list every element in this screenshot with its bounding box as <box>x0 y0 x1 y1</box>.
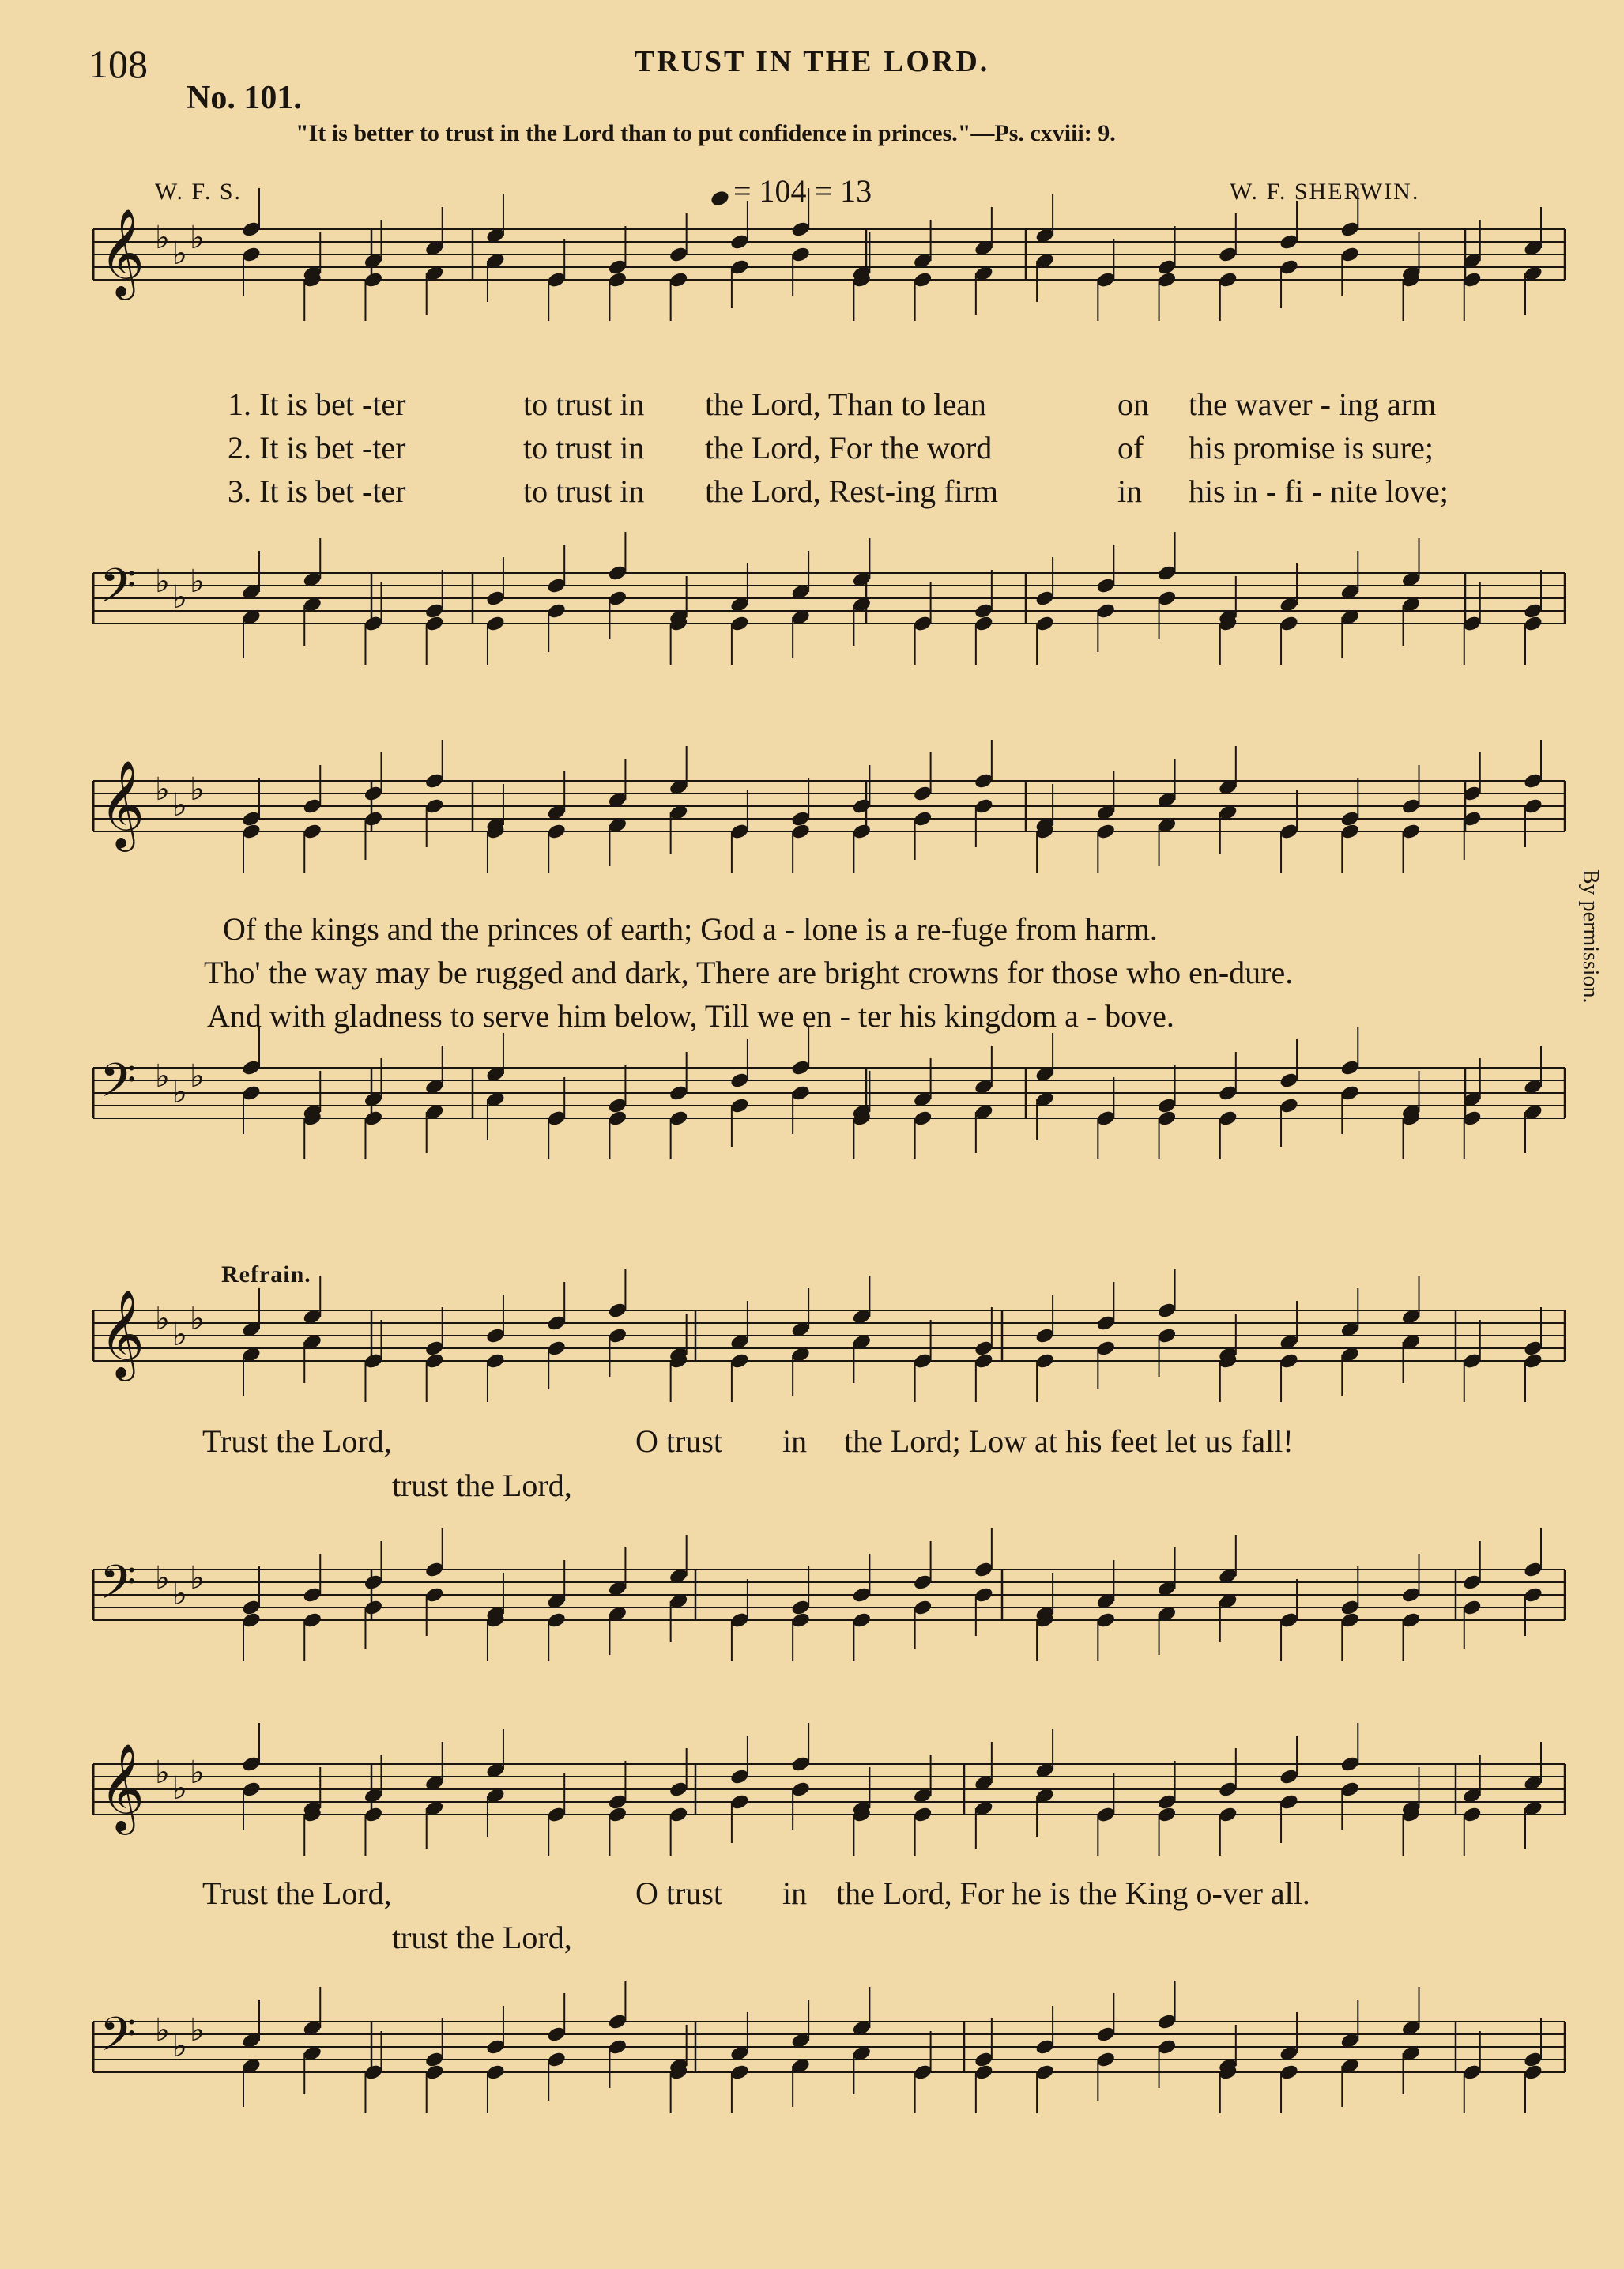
flat-icon: ♭ <box>190 1058 205 1095</box>
verse-1-line-1-d: on <box>1117 386 1149 422</box>
verse-1-line-1-b: to trust in <box>523 386 645 422</box>
refrain-1-a: Trust the Lord, <box>202 1423 392 1459</box>
flat-icon: ♭ <box>155 563 170 600</box>
epigraph: "It is better to trust in the Lord than to put confidence in princes."—Ps. cxviii: 9. <box>296 120 1116 146</box>
flat-icon: ♭ <box>190 1301 205 1337</box>
verse-2-line-1-b: to trust in <box>523 430 645 465</box>
refrain-label: Refrain. <box>221 1261 311 1287</box>
composer-credit: W. F. SHERWIN. <box>1230 179 1420 205</box>
page-number: 108 <box>89 42 148 86</box>
flat-icon: ♭ <box>155 771 170 808</box>
flat-icon: ♭ <box>155 1301 170 1337</box>
refrain-1-echo: trust the Lord, <box>392 1468 572 1503</box>
treble-clef-icon: 𝄞 <box>100 1289 145 1378</box>
verse-2-line-1-d: of <box>1117 430 1144 465</box>
tempo-value: = 104 = 13 <box>733 173 872 209</box>
bass-clef-icon: 𝄢 <box>100 2007 137 2073</box>
refrain-1-c: in <box>782 1423 808 1459</box>
refrain-2-d: the Lord, For he is the King o-ver all. <box>836 1875 1310 1911</box>
flat-icon: ♭ <box>155 1755 170 1791</box>
bass-clef-icon: 𝄢 <box>100 1053 137 1119</box>
page-title: TRUST IN THE LORD. <box>634 45 990 78</box>
refrain-2-a: Trust the Lord, <box>202 1875 392 1911</box>
flat-icon: ♭ <box>172 1317 187 1353</box>
bass-clef-icon: 𝄢 <box>100 558 137 624</box>
flat-icon: ♭ <box>172 1576 187 1612</box>
verse-1-line-2: Of the kings and the princes of earth; God a - lone is a re-fuge from harm. <box>223 911 1158 947</box>
refrain-2-c: in <box>782 1875 808 1911</box>
flat-icon: ♭ <box>190 563 205 600</box>
flat-icon: ♭ <box>155 1560 170 1596</box>
refrain-1-b: O trust <box>635 1423 722 1459</box>
flat-icon: ♭ <box>172 1770 187 1807</box>
flat-icon: ♭ <box>155 220 170 256</box>
flat-icon: ♭ <box>172 787 187 824</box>
verse-1-line-1-e: the waver - ing arm <box>1189 386 1437 422</box>
refrain-1-d: the Lord; Low at his feet let us fall! <box>844 1423 1294 1459</box>
flat-icon: ♭ <box>190 1755 205 1791</box>
verse-3-line-1-e: his in - fi - nite love; <box>1189 473 1449 509</box>
verse-3-line-1-b: to trust in <box>523 473 645 509</box>
flat-icon: ♭ <box>190 220 205 256</box>
treble-clef-icon: 𝄞 <box>100 208 145 296</box>
flat-icon: ♭ <box>190 771 205 808</box>
verse-2-line-1-e: his promise is sure; <box>1189 430 1434 465</box>
flat-icon: ♭ <box>190 1560 205 1596</box>
verse-3-line-2: And with gladness to serve him below, Till we en - ter his kingdom a - bove. <box>207 998 1174 1034</box>
verse-3-line-1-c: the Lord, Rest-ing firm <box>705 473 999 509</box>
flat-icon: ♭ <box>172 236 187 272</box>
flat-icon: ♭ <box>155 2012 170 2049</box>
author-credit: W. F. S. <box>155 179 243 205</box>
verse-3-line-1-d: in <box>1117 473 1143 509</box>
flat-icon: ♭ <box>190 2012 205 2049</box>
refrain-2-b: O trust <box>635 1875 722 1911</box>
permission-note: By permission. <box>1578 869 1603 1004</box>
treble-clef-icon: 𝄞 <box>100 759 145 848</box>
verse-2-line-1-c: the Lord, For the word <box>705 430 993 465</box>
verse-2-line-1-a: 2. It is bet -ter <box>228 430 406 465</box>
hymn-number: No. 101. <box>187 80 302 116</box>
verse-1-line-1-a: 1. It is bet -ter <box>228 386 406 422</box>
verse-3-line-1-a: 3. It is bet -ter <box>228 473 406 509</box>
bass-clef-icon: 𝄢 <box>100 1555 137 1621</box>
flat-icon: ♭ <box>172 579 187 616</box>
verse-1-line-1-c: the Lord, Than to lean <box>705 386 986 422</box>
treble-clef-icon: 𝄞 <box>100 1743 145 1831</box>
flat-icon: ♭ <box>172 2028 187 2064</box>
flat-icon: ♭ <box>155 1058 170 1095</box>
refrain-2-echo: trust the Lord, <box>392 1920 572 1955</box>
verse-2-line-2: Tho' the way may be rugged and dark, There are bright crowns for those who en-dure. <box>204 955 1294 990</box>
flat-icon: ♭ <box>172 1074 187 1110</box>
